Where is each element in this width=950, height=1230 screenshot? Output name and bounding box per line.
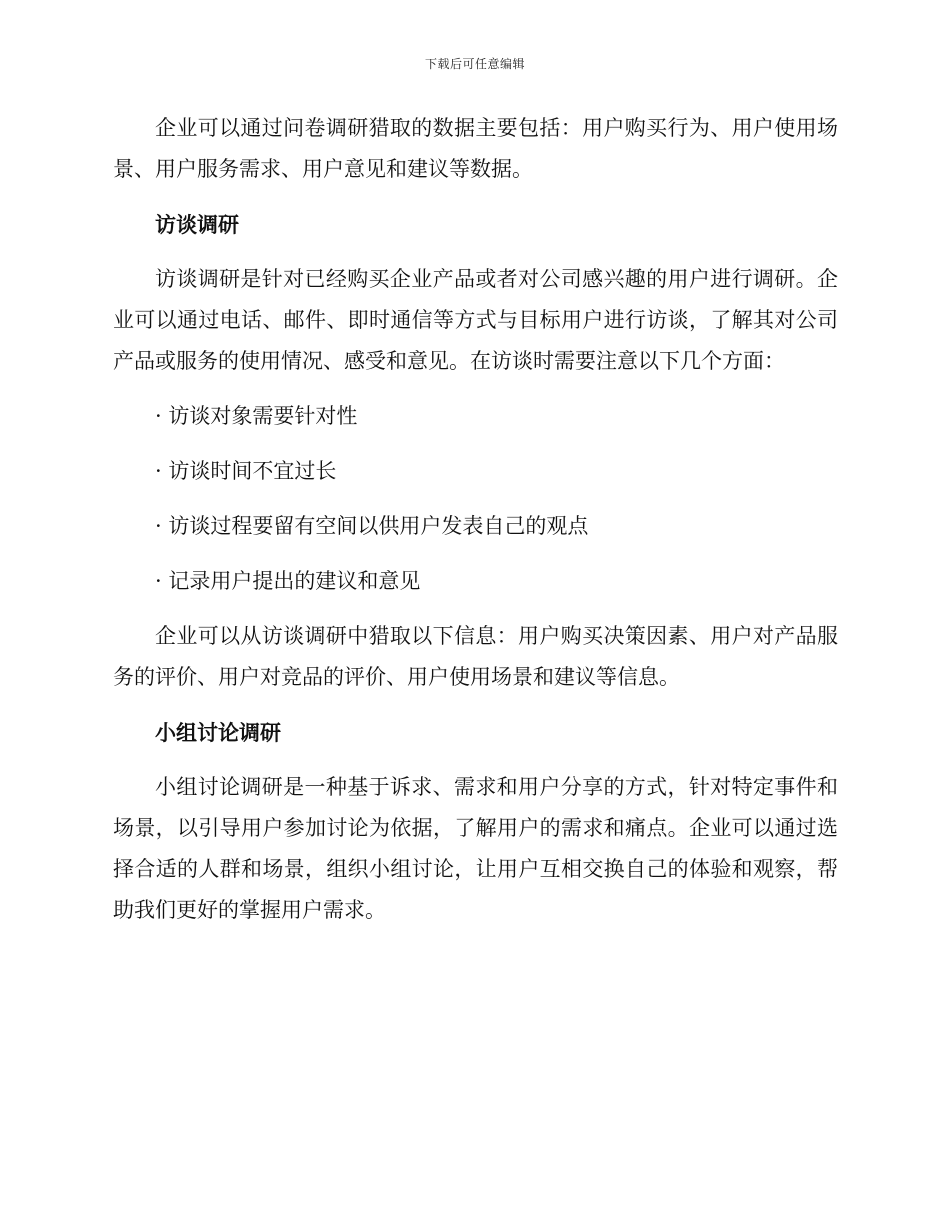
paragraph-group-discussion: 小组讨论调研是一种基于诉求、需求和用户分享的方式，针对特定事件和场景，以引导用户参加讨论为依据，了解用户的需求和痛点。企业可以通过选择合适的人群和场景，组织小组讨论，让用户互相交换自己的体验和观察，帮助我们更好的掌握用户需求。	[113, 775, 838, 922]
paragraph-survey-data: 企业可以通过问卷调研猎取的数据主要包括：用户购买行为、用户使用场景、用户服务需求、用户意见和建议等数据。	[113, 116, 838, 181]
bullet-item: · 访谈时间不宜过长	[155, 459, 337, 483]
heading-group-discussion: 小组讨论调研	[155, 720, 281, 745]
bullet-item: · 访谈过程要留有空间以供用户发表自己的观点	[155, 514, 589, 538]
paragraph-interview-summary: 企业可以从访谈调研中猎取以下信息：用户购买决策因素、用户对产品服务的评价、用户对竞品的评价、用户使用场景和建议等信息。	[113, 624, 838, 689]
heading-interview-research: 访谈调研	[155, 212, 239, 237]
page-header: 下载后可任意编辑	[424, 57, 525, 71]
paragraph-interview-intro: 访谈调研是针对已经购买企业产品或者对公司感兴趣的用户进行调研。企业可以通过电话、邮件、即时通信等方式与目标用户进行访谈，了解其对公司产品或服务的使用情况、感受和意见。在访谈时需要注意以下几个方面：	[113, 267, 838, 373]
bullet-item: · 记录用户提出的建议和意见	[155, 569, 421, 593]
document-body	[113, 108, 838, 945]
bullet-item: · 访谈对象需要针对性	[155, 404, 358, 428]
